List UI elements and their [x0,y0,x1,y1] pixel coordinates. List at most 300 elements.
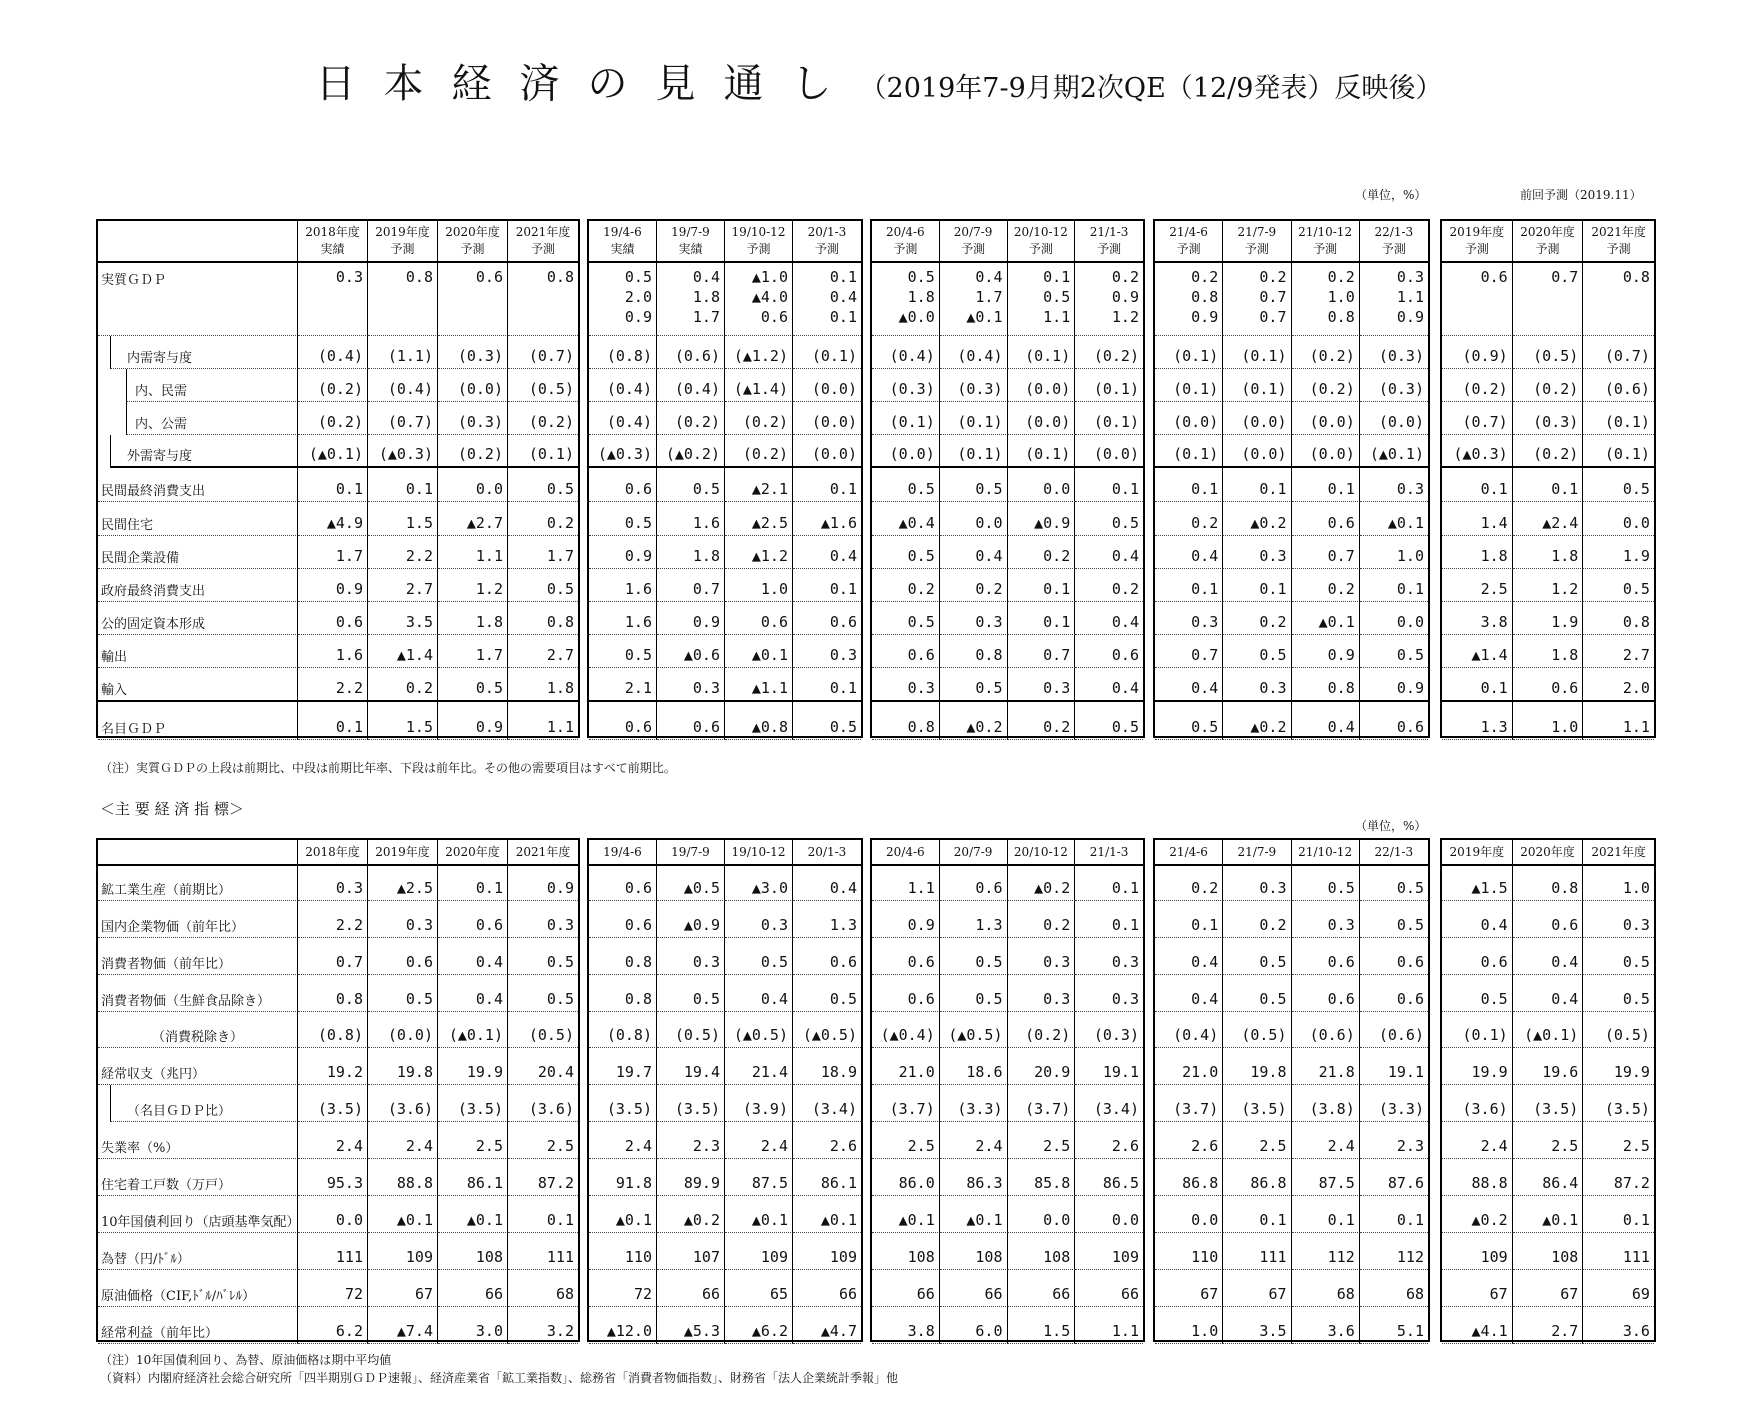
column-header: 21/1-3 予測 [1075,221,1143,263]
cell-value: 1.1 [1043,308,1071,326]
table-cell: 111 [508,1233,578,1270]
table-cell: 0.6 [368,938,438,975]
table-cell: 0.4 [1513,938,1584,975]
table-cell: (0.2) [298,369,368,402]
table-cell: ▲0.5 [657,866,725,901]
table-cell: 0.5 [508,569,578,602]
table-cell: 0.6 [872,938,940,975]
table-cell: (0.8) [589,336,657,369]
table-cell: 0.6 [298,602,368,635]
table-cell: 69 [1583,1270,1654,1307]
table-cell: 1.9 [1583,536,1654,569]
table-cell: 67 [1223,1270,1291,1307]
table-cell: (3.7) [1008,1085,1076,1122]
table-cell: 86.0 [872,1159,940,1196]
table-cell: 0.6 [589,866,657,901]
table-cell: 112 [1292,1233,1360,1270]
table-cell: 0.1 [1513,468,1584,502]
table-cell: 2.0 [1583,668,1654,702]
cell-value: ▲4.0 [751,288,788,306]
table-cell: 109 [1075,1233,1143,1270]
table-cell: 0.3 [1583,901,1654,938]
table-cell: 0.4 [1442,901,1513,938]
table-cell [793,263,861,336]
table-cell [657,263,725,336]
table-cell: 0.5 [657,468,725,502]
table-cell: 0.6 [1292,975,1360,1012]
table-cell: (0.7) [508,336,578,369]
table-cell: 3.5 [1223,1307,1291,1344]
table-cell: ▲4.1 [1442,1307,1513,1344]
table-cell: 0.5 [1583,569,1654,602]
table-cell: 0.4 [1075,536,1143,569]
table-cell: (0.5) [508,1012,578,1048]
cell-value: 0.9 [624,308,652,326]
table-cell: (0.0) [1223,402,1291,435]
table-cell: 1.0 [725,569,793,602]
table-cell: 0.5 [1360,901,1428,938]
table-cell: (0.3) [940,369,1008,402]
table-cell: 2.6 [793,1122,861,1159]
table-cell: (3.5) [1513,1085,1584,1122]
cell-value: 1.7 [975,288,1003,306]
column-header: 21/1-3 [1075,840,1143,866]
unit-label-2: （単位，%） [1355,819,1427,833]
column-header: 21/10-12 [1292,840,1360,866]
table-cell: ▲0.2 [940,702,1008,740]
cell-value: 0.7 [1259,288,1287,306]
table-cell: (0.2) [725,402,793,435]
column-header: 19/4-6 [589,840,657,866]
table-cell: 107 [657,1233,725,1270]
table-cell: 2.6 [1075,1122,1143,1159]
table-cell: 2.1 [589,668,657,702]
table-cell: (0.0) [793,402,861,435]
table-cell: 0.5 [725,938,793,975]
table-cell: ▲0.1 [589,1196,657,1233]
table-cell: (3.5) [1583,1085,1654,1122]
section-title-indicators: ＜主 要 経 済 指 標＞ [100,800,244,818]
cell-value: 0.5 [907,268,935,286]
table-cell: (3.5) [1223,1085,1291,1122]
table-cell: 65 [725,1270,793,1307]
table-cell: 21.4 [725,1048,793,1085]
table1-panel-4 [1153,219,1430,738]
table-cell: 2.4 [1442,1122,1513,1159]
table-cell: 112 [1360,1233,1428,1270]
table-cell: (3.5) [438,1085,508,1122]
table-cell: ▲0.9 [1008,502,1076,536]
table-cell: (0.2) [438,435,508,468]
table-cell: 66 [438,1270,508,1307]
column-header: 2020年度 予測 [438,221,508,263]
table-cell: (0.1) [1155,369,1223,402]
table-cell: 3.5 [368,602,438,635]
table-cell: (0.8) [589,1012,657,1048]
table-cell: 0.2 [940,569,1008,602]
column-header: 2019年度 予測 [1442,221,1513,263]
cell-value: 0.2 [1111,268,1139,286]
table-cell: 2.4 [1292,1122,1360,1159]
table-cell: ▲0.1 [438,1196,508,1233]
table-cell: (0.4) [657,369,725,402]
table-cell: 21.8 [1292,1048,1360,1085]
table-cell: 19.9 [1583,1048,1654,1085]
table-cell: 0.3 [725,901,793,938]
previous-forecast-label: 前回予測（2019.11） [1520,188,1642,202]
table-cell: 0.3 [368,901,438,938]
row-label: 鉱工業生産（前期比） [98,866,298,901]
table-cell: 0.1 [438,866,508,901]
table-cell: 0.6 [872,975,940,1012]
table-cell [1075,263,1143,336]
table-cell: ▲0.1 [725,1196,793,1233]
row-label: 住宅着工戸数（万戸） [98,1159,298,1196]
column-header: 21/7-9 [1223,840,1291,866]
table-cell: 108 [940,1233,1008,1270]
table-cell: 0.9 [298,569,368,602]
cell-value: 0.1 [1043,268,1071,286]
table-cell: (0.2) [298,402,368,435]
table-cell: (0.3) [1075,1012,1143,1048]
cell-value: 1.7 [692,308,720,326]
table-cell: 20.4 [508,1048,578,1085]
table-cell [298,263,368,336]
table-cell: (0.3) [1360,336,1428,369]
table-cell: 87.6 [1360,1159,1428,1196]
table-cell: 0.1 [1075,901,1143,938]
table-cell: 0.3 [1223,668,1291,702]
column-header: 2021年度 [1583,840,1654,866]
table-cell: 0.2 [1075,569,1143,602]
table-cell: (0.4) [1155,1012,1223,1048]
table-cell: ▲1.4 [1442,635,1513,668]
table-cell: 111 [1223,1233,1291,1270]
table-cell: 68 [1292,1270,1360,1307]
column-header: 22/1-3 [1360,840,1428,866]
table-cell: 21.0 [1155,1048,1223,1085]
table-cell: 0.6 [1513,901,1584,938]
table-cell: (0.1) [1155,336,1223,369]
row-label: 実質ＧＤＰ [98,263,298,336]
cell-value: 0.3 [335,268,363,286]
table-cell: ▲0.4 [872,502,940,536]
column-header: 21/4-6 [1155,840,1223,866]
table-cell: 0.5 [1360,635,1428,668]
table-cell: 0.1 [1075,468,1143,502]
row-label: 内、民需 [126,369,298,402]
table-cell: (0.7) [1442,402,1513,435]
table-cell: 0.6 [1360,702,1428,740]
table-cell: 86.8 [1155,1159,1223,1196]
table-cell: 87.5 [725,1159,793,1196]
table-cell: 19.7 [589,1048,657,1085]
table-cell: 6.0 [940,1307,1008,1344]
table-cell: 0.9 [872,901,940,938]
table-cell: 0.2 [1008,901,1076,938]
table-cell: 1.1 [872,866,940,901]
table-cell: (0.2) [657,402,725,435]
table-cell: ▲5.3 [657,1307,725,1344]
table-cell: 2.7 [1583,635,1654,668]
table-cell: (0.0) [1155,402,1223,435]
table-cell: ▲0.2 [1008,866,1076,901]
table-cell: 0.6 [1360,975,1428,1012]
row-label: 経常利益（前年比） [98,1307,298,1344]
table-cell: 1.8 [1513,635,1584,668]
row-label: 為替（円/ﾄﾞﾙ） [98,1233,298,1270]
table-cell: (0.1) [940,435,1008,468]
table-cell: 67 [1155,1270,1223,1307]
table-cell: 19.1 [1075,1048,1143,1085]
table-cell: 0.5 [1292,866,1360,901]
table-cell: 0.2 [1292,569,1360,602]
column-header: 2019年度 [368,840,438,866]
table-cell: (0.3) [1513,402,1584,435]
table-cell: 2.4 [940,1122,1008,1159]
table-cell: 0.1 [368,468,438,502]
table-cell: ▲4.7 [793,1307,861,1344]
table-cell: 3.6 [1583,1307,1654,1344]
table-cell: 0.3 [793,635,861,668]
table-cell: 2.5 [1513,1122,1584,1159]
table1-panel-1 [96,219,580,738]
table-cell: 1.1 [1583,702,1654,740]
table-cell: (3.7) [872,1085,940,1122]
table-cell: 0.5 [793,702,861,740]
table-cell: 1.8 [438,602,508,635]
column-header: 2021年度 [508,840,578,866]
table2-panel-2 [587,838,863,1342]
table-cell: ▲1.6 [793,502,861,536]
table-cell: 2.5 [1442,569,1513,602]
row-label: 輸出 [98,635,298,668]
table-cell: ▲6.2 [725,1307,793,1344]
table-cell: 19.1 [1360,1048,1428,1085]
table-cell: 87.5 [1292,1159,1360,1196]
cell-value: 0.9 [1111,288,1139,306]
table-cell: 2.6 [1155,1122,1223,1159]
row-label: 民間住宅 [98,502,298,536]
row-label: 国内企業物価（前年比） [98,901,298,938]
table-cell: 72 [589,1270,657,1307]
cell-value: 0.1 [829,308,857,326]
table-cell: 0.8 [589,975,657,1012]
table-cell: 87.2 [508,1159,578,1196]
column-header: 20/7-9 予測 [940,221,1008,263]
table-cell: 2.4 [589,1122,657,1159]
table-cell: 2.7 [368,569,438,602]
table-cell: 0.1 [1223,1196,1291,1233]
table-cell: (▲1.2) [725,336,793,369]
row-label: （名目ＧＤＰ比） [110,1085,298,1122]
column-header: 2021年度 予測 [1583,221,1654,263]
table-cell: 0.9 [438,702,508,740]
table-cell: ▲2.5 [725,502,793,536]
table-cell: (3.3) [1360,1085,1428,1122]
table-cell: 86.5 [1075,1159,1143,1196]
table-cell [1583,263,1654,336]
row-label: 内需寄与度 [110,336,298,369]
table-cell: (0.0) [1008,402,1076,435]
table-cell: (0.6) [657,336,725,369]
row-label: 消費者物価（前年比） [98,938,298,975]
row-label: 名目ＧＤＰ [98,702,298,740]
table-cell: (0.5) [1513,336,1584,369]
table-cell: (0.3) [438,402,508,435]
cell-value: 1.2 [1111,308,1139,326]
column-header: 21/4-6 予測 [1155,221,1223,263]
table-cell: 86.8 [1223,1159,1291,1196]
table-cell: ▲0.2 [1223,702,1291,740]
table-cell: (3.5) [657,1085,725,1122]
table-cell: 19.9 [438,1048,508,1085]
table-cell: ▲0.1 [1292,602,1360,635]
row-label: 内、公需 [126,402,298,435]
table-cell: 2.5 [438,1122,508,1159]
table-cell: 0.4 [1292,702,1360,740]
source-note: （資料）内閣府経済社会総合研究所「四半期別ＧＤＰ速報」、経済産業省「鉱工業指数」、総務省「消費者物価指数」、財務省「法人企業統計季報」他 [100,1371,899,1385]
table-cell: 0.3 [1223,866,1291,901]
table-cell: 0.6 [589,468,657,502]
table-cell: (0.3) [1360,369,1428,402]
table-cell: (▲0.5) [725,1012,793,1048]
table-cell: (0.6) [1360,1012,1428,1048]
table-cell: 68 [508,1270,578,1307]
table-cell: (0.0) [1292,402,1360,435]
table-cell: 0.4 [1155,938,1223,975]
table-cell: 0.3 [1292,901,1360,938]
table-cell: 3.6 [1292,1307,1360,1344]
table1-header-label [98,221,298,263]
table-cell: 0.1 [1008,602,1076,635]
table-cell: (0.5) [1583,1012,1654,1048]
table-cell: 1.1 [508,702,578,740]
column-header: 20/7-9 [940,840,1008,866]
table-cell: 0.6 [1292,938,1360,975]
table-cell: 0.8 [872,702,940,740]
table-cell: 1.8 [1513,536,1584,569]
cell-value: 0.8 [1327,308,1355,326]
table-cell: (1.1) [368,336,438,369]
table-cell: 66 [657,1270,725,1307]
row-label: 外需寄与度 [110,435,298,468]
table-cell: 0.8 [1583,602,1654,635]
table-cell: (0.1) [940,402,1008,435]
table-cell: 0.1 [298,702,368,740]
table-cell: 0.5 [793,975,861,1012]
table-cell: 2.4 [368,1122,438,1159]
table-cell: 19.4 [657,1048,725,1085]
table-cell: 0.5 [589,635,657,668]
table-cell: 0.1 [793,468,861,502]
table-cell: ▲2.1 [725,468,793,502]
table-cell: 1.0 [1360,536,1428,569]
table-cell [1155,263,1223,336]
column-header: 22/1-3 予測 [1360,221,1428,263]
table-cell: 0.5 [940,938,1008,975]
cell-value: 0.5 [624,268,652,286]
table-cell: 0.7 [657,569,725,602]
table-cell: 0.2 [508,502,578,536]
table-cell: (▲0.3) [368,435,438,468]
table-cell: (0.5) [1223,1012,1291,1048]
table-cell: 0.8 [1292,668,1360,702]
table-cell: 0.8 [298,975,368,1012]
table-cell: 1.6 [298,635,368,668]
table-cell: (0.2) [1513,369,1584,402]
table-cell: 0.1 [1155,468,1223,502]
table-cell: 0.0 [1360,602,1428,635]
table-cell: 1.9 [1513,602,1584,635]
table-cell: 0.2 [1008,536,1076,569]
table-cell: 0.5 [940,975,1008,1012]
table-cell: 0.1 [1360,1196,1428,1233]
table-cell: 0.4 [940,536,1008,569]
cell-value: 0.6 [760,308,788,326]
row-label: 経常収支（兆円） [98,1048,298,1085]
cell-value: 0.4 [692,268,720,286]
table-cell: 2.7 [1513,1307,1584,1344]
table-cell: 0.6 [1075,635,1143,668]
table-cell: (0.4) [940,336,1008,369]
table-cell: 0.4 [725,975,793,1012]
table-cell: (▲0.3) [589,435,657,468]
table-cell: 91.8 [589,1159,657,1196]
table-cell: 0.6 [1442,938,1513,975]
table-cell: 0.1 [1075,866,1143,901]
table-cell: (3.7) [1155,1085,1223,1122]
table-cell: 0.4 [1155,668,1223,702]
table-cell: 0.9 [589,536,657,569]
column-header: 19/10-12 予測 [725,221,793,263]
cell-value: 0.9 [1396,308,1424,326]
table-cell: 0.0 [940,502,1008,536]
table-cell: 3.2 [508,1307,578,1344]
table-cell: 0.5 [1075,702,1143,740]
table-cell: (0.0) [793,435,861,468]
table-cell: (0.1) [1008,435,1076,468]
table-cell: 0.0 [1008,1196,1076,1233]
table-cell: 85.8 [1008,1159,1076,1196]
row-label: 輸入 [98,668,298,702]
table-cell: 0.6 [872,635,940,668]
table-cell: 0.0 [438,468,508,502]
table2-panel-1 [96,838,580,1342]
table-cell [508,263,578,336]
table-cell: 0.5 [872,468,940,502]
column-header: 20/10-12 [1008,840,1076,866]
table-cell: 0.8 [589,938,657,975]
cell-value: 0.3 [1396,268,1424,286]
table-cell: (0.4) [368,369,438,402]
table-cell: (3.6) [368,1085,438,1122]
table-cell: ▲3.0 [725,866,793,901]
table-cell: (0.0) [1075,435,1143,468]
table-cell: ▲0.2 [1442,1196,1513,1233]
table-cell: 0.0 [1075,1196,1143,1233]
table1-note: （注）実質ＧＤＰの上段は前期比、中段は前期比年率、下段は前年比。その他の需要項目はすべて前期比。 [100,761,676,775]
table-cell: 5.1 [1360,1307,1428,1344]
table-cell: (3.5) [589,1085,657,1122]
row-label: 原油価格（CIF,ﾄﾞﾙ/ﾊﾞﾚﾙ） [98,1270,298,1307]
table-cell: 0.5 [1223,635,1291,668]
table-cell: 1.2 [438,569,508,602]
cell-value: 2.0 [624,288,652,306]
table-cell: 0.6 [589,702,657,740]
table-cell: 0.2 [1008,702,1076,740]
table-cell: ▲2.5 [368,866,438,901]
